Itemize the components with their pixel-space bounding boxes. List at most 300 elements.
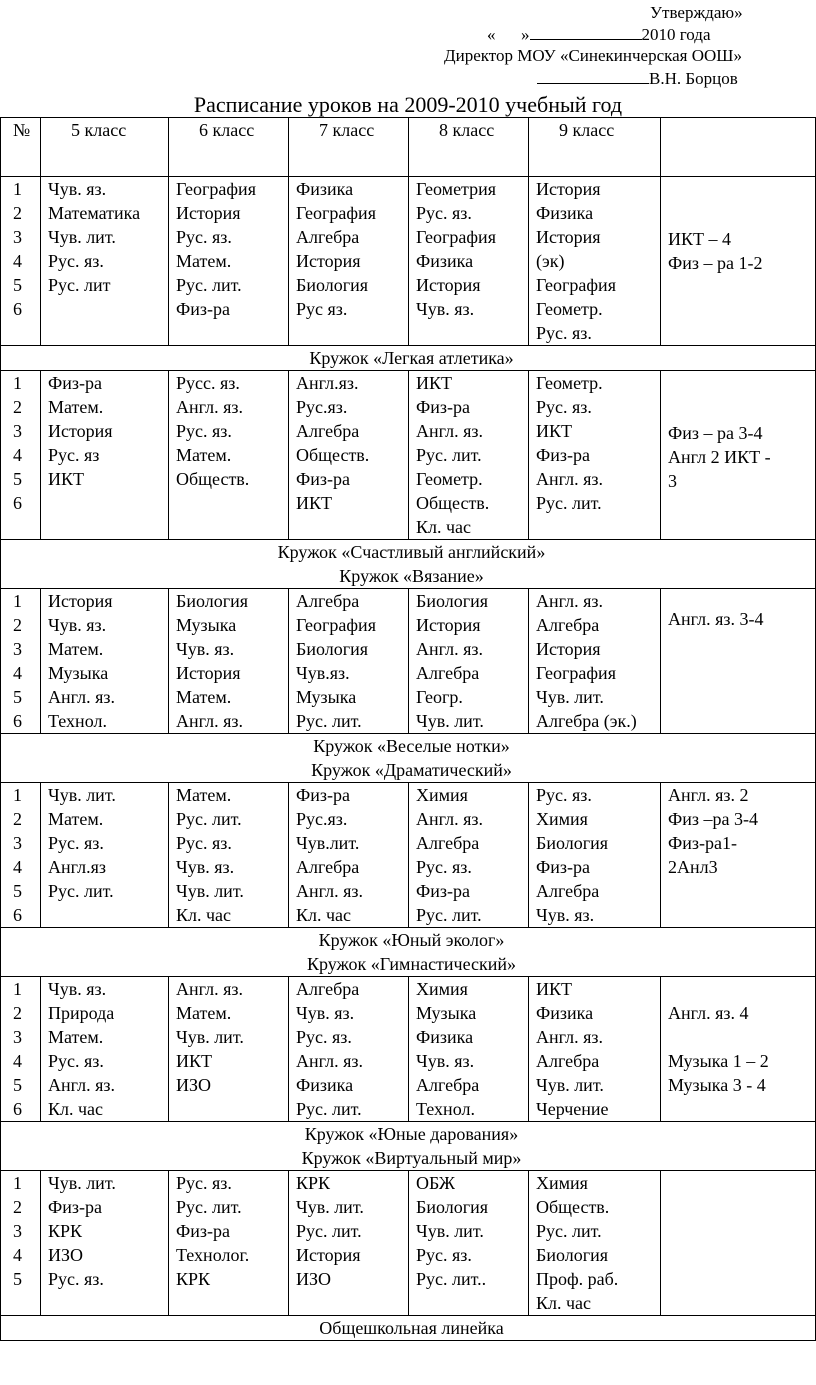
lesson-number: 5 (13, 687, 22, 707)
club-name: Кружок «Драматический» (311, 760, 512, 780)
lesson-subject: Кл. час (416, 517, 472, 537)
lesson-subject: Рус. яз. (176, 227, 232, 247)
class-6-lessons (169, 371, 289, 540)
lesson-number: 2 (13, 397, 22, 417)
lesson-subject: География (536, 663, 616, 683)
lesson-subject: Рус. яз. (48, 1051, 104, 1071)
lesson-number: 2 (13, 1003, 22, 1023)
lesson-subject: Физ-ра (296, 469, 350, 489)
lesson-number: 6 (13, 711, 22, 731)
class-8-lessons (409, 371, 529, 540)
lesson-subject: Физ-ра (48, 1197, 102, 1217)
lesson-subject: Физика (536, 1003, 594, 1023)
lesson-subject: История (176, 203, 241, 223)
lesson-subject: Рус.яз. (296, 397, 348, 417)
lesson-subject: Рус. лит.. (416, 1269, 487, 1289)
class-5-lessons (41, 589, 169, 734)
lesson-subject: Технол. (48, 711, 107, 731)
lesson-subject: География (416, 227, 496, 247)
lesson-subject: Англ. яз. (176, 711, 243, 731)
lesson-subject: Кл. час (296, 905, 352, 925)
lesson-subject: Чув. лит. (176, 881, 244, 901)
lesson-subject: Физика (296, 179, 354, 199)
note-line: Физ – ра 3-4 (668, 423, 763, 443)
lesson-subject: КРК (48, 1221, 83, 1241)
note-line: Физ-ра1- (668, 833, 737, 853)
lesson-number: 3 (13, 1027, 22, 1047)
lesson-subject: Математика (48, 203, 141, 223)
club-cell (1, 540, 816, 589)
lesson-subject: Рус. яз. (176, 833, 232, 853)
lesson-subject: Матем. (48, 397, 104, 417)
lesson-subject: Кл. час (48, 1099, 104, 1119)
header-class-8: 8 класс (409, 118, 529, 177)
lesson-subject: Рус. яз. (176, 421, 232, 441)
lesson-subject: Рус. яз. (296, 1027, 352, 1047)
note-line: Музыка 1 – 2 (668, 1051, 769, 1071)
note-line: Англ 2 ИКТ - (668, 447, 771, 467)
lesson-subject: Матем. (176, 445, 232, 465)
lesson-subject: Музыка (48, 663, 109, 683)
lesson-subject: Чув.лит. (296, 833, 360, 853)
lesson-subject: ОБЖ (416, 1173, 456, 1193)
lesson-number: 5 (13, 275, 22, 295)
notes-cell (661, 977, 816, 1122)
lesson-subject: Физ-ра (416, 881, 470, 901)
lesson-number: 6 (13, 905, 22, 925)
club-row (1, 346, 816, 371)
approval-heading: Утверждаю» (650, 3, 743, 22)
lesson-subject: Алгебра (296, 227, 360, 247)
lesson-number: 3 (13, 1221, 22, 1241)
lesson-number: 2 (13, 615, 22, 635)
lesson-subject: Чув. яз. (48, 979, 107, 999)
lesson-subject: Рус. яз. (536, 397, 592, 417)
lesson-subject: Природа (48, 1003, 115, 1023)
class-8-lessons (409, 977, 529, 1122)
lesson-subject: Рус. яз. (176, 1173, 232, 1193)
class-9-lessons (529, 589, 661, 734)
lesson-subject: Музыка (296, 687, 357, 707)
lesson-subject: Биология (536, 1245, 609, 1265)
club-name: Кружок «Юный эколог» (318, 930, 505, 950)
lesson-subject: Химия (536, 809, 588, 829)
lesson-subject: Рус. яз. (416, 203, 472, 223)
class-7-lessons (289, 1171, 409, 1316)
lesson-subject: ИЗО (176, 1075, 212, 1095)
lesson-subject: Чув. лит. (48, 1173, 116, 1193)
lesson-subject: Рус. яз (48, 445, 100, 465)
note-line: Англ. яз. 4 (668, 1003, 749, 1023)
lesson-subject: Матем. (48, 639, 104, 659)
lesson-number: 6 (13, 299, 22, 319)
schedule-body (1, 118, 816, 1341)
lesson-subject: Рус. яз. (536, 323, 592, 343)
lesson-subject: Рус. яз. (416, 857, 472, 877)
lesson-number: 5 (13, 469, 22, 489)
lesson-subject: Матем. (176, 785, 232, 805)
club-row (1, 1316, 816, 1341)
lesson-subject: Рус. яз. (48, 833, 104, 853)
class-8-lessons (409, 177, 529, 346)
lesson-subject: Чув. лит. (48, 785, 116, 805)
lesson-number: 6 (13, 1099, 22, 1119)
header-notes (661, 118, 816, 177)
club-name: Кружок «Гимнастический» (306, 954, 517, 974)
lesson-subject: Чув. лит. (536, 1075, 604, 1095)
class-7-lessons (289, 589, 409, 734)
lesson-subject: История (48, 591, 113, 611)
lesson-subject: Англ. яз. (536, 591, 603, 611)
lesson-subject: Физ-ра (296, 785, 350, 805)
lesson-number: 2 (13, 809, 22, 829)
lesson-subject: Матем. (176, 687, 232, 707)
lesson-subject: География (296, 203, 376, 223)
lesson-subject: Рус. лит. (176, 1197, 242, 1217)
lesson-subject: Обществ. (176, 469, 250, 489)
club-cell (1, 734, 816, 783)
lesson-subject: Англ. яз. (416, 809, 483, 829)
lesson-subject: Чув. яз. (48, 179, 107, 199)
class-9-lessons (529, 177, 661, 346)
lesson-number: 5 (13, 881, 22, 901)
class-9-lessons (529, 1171, 661, 1316)
day-row (1, 589, 816, 734)
lesson-subject: Физика (536, 203, 594, 223)
lesson-subject: Технол. (416, 1099, 475, 1119)
club-name: Кружок «Веселые нотки» (313, 736, 510, 756)
class-8-lessons (409, 589, 529, 734)
lesson-number: 4 (13, 445, 22, 465)
lesson-subject: Англ.яз. (296, 373, 359, 393)
lesson-subject: Биология (416, 591, 489, 611)
lesson-subject: Физ-ра (176, 1221, 230, 1241)
lesson-number: 1 (13, 1173, 22, 1193)
lesson-subject: Черчение (536, 1099, 609, 1119)
header-row (1, 118, 816, 177)
header-class-5: 5 класс (41, 118, 169, 177)
approval-name: В.Н. Борцов (649, 69, 738, 88)
class-6-lessons (169, 1171, 289, 1316)
lesson-subject: Биология (176, 591, 249, 611)
lesson-subject: История (536, 639, 601, 659)
lesson-subject: Чув. яз. (176, 639, 235, 659)
lesson-numbers (1, 371, 41, 540)
lesson-subject: ИКТ (536, 979, 572, 999)
lesson-subject: Рус. лит. (176, 809, 242, 829)
day-row (1, 977, 816, 1122)
notes-cell (661, 1171, 816, 1316)
lesson-subject: Химия (536, 1173, 588, 1193)
class-8-lessons (409, 783, 529, 928)
lesson-subject: География (296, 615, 376, 635)
lesson-subject: Химия (416, 979, 468, 999)
day-row (1, 177, 816, 346)
notes-cell (661, 177, 816, 346)
lesson-subject: Физика (416, 251, 474, 271)
lesson-subject: ИКТ (48, 469, 84, 489)
lesson-subject: История (296, 1245, 361, 1265)
lesson-subject: География (536, 275, 616, 295)
lesson-subject: История (536, 179, 601, 199)
lesson-subject: Матем. (176, 1003, 232, 1023)
day-row (1, 1171, 816, 1316)
lesson-subject: Биология (536, 833, 609, 853)
class-5-lessons (41, 977, 169, 1122)
club-row (1, 928, 816, 977)
club-name: Кружок «Вязание» (339, 566, 484, 586)
lesson-subject: Чув. лит. (536, 687, 604, 707)
lesson-subject: Англ. яз. (176, 397, 243, 417)
lesson-subject: Чув. лит. (176, 1027, 244, 1047)
class-6-lessons (169, 783, 289, 928)
lesson-subject: Рус. лит. (296, 1221, 362, 1241)
club-row (1, 540, 816, 589)
lesson-number: 1 (13, 373, 22, 393)
lesson-subject: Англ. яз. (416, 421, 483, 441)
lesson-subject: Англ. яз. (536, 469, 603, 489)
lesson-number: 1 (13, 979, 22, 999)
lesson-subject: Физ-ра (48, 373, 102, 393)
lesson-subject: Кл. час (536, 1293, 592, 1313)
lesson-subject: Рус. лит. (48, 881, 114, 901)
lesson-number: 1 (13, 785, 22, 805)
notes-cell (661, 589, 816, 734)
lesson-subject: Рус. лит. (176, 275, 242, 295)
class-7-lessons (289, 177, 409, 346)
lesson-subject: Физ-ра (536, 857, 590, 877)
lesson-subject: География (176, 179, 256, 199)
class-9-lessons (529, 977, 661, 1122)
schedule-table (0, 117, 816, 1341)
lesson-subject: История (48, 421, 113, 441)
lesson-subject: Рус. лит. (416, 445, 482, 465)
lesson-number: 3 (13, 833, 22, 853)
note-line: Музыка 3 - 4 (668, 1075, 766, 1095)
lesson-subject: КРК (296, 1173, 331, 1193)
approval-date-quote: « » (487, 25, 530, 44)
lesson-subject: Алгебра (416, 833, 480, 853)
lesson-subject: Чув. лит. (416, 711, 484, 731)
club-cell (1, 928, 816, 977)
lesson-number: 3 (13, 227, 22, 247)
lesson-subject: Англ. яз. (48, 1075, 115, 1095)
class-5-lessons (41, 1171, 169, 1316)
note-line: Физ – ра 1-2 (668, 253, 763, 273)
lesson-subject: Биология (296, 639, 369, 659)
lesson-number: 2 (13, 1197, 22, 1217)
lesson-subject: Кл. час (176, 905, 232, 925)
lesson-subject: Музыка (176, 615, 237, 635)
lesson-subject: История (296, 251, 361, 271)
class-6-lessons (169, 977, 289, 1122)
lesson-number: 4 (13, 251, 22, 271)
lesson-subject: Химия (416, 785, 468, 805)
lesson-subject: Чув. яз. (536, 905, 595, 925)
lesson-subject: Биология (416, 1197, 489, 1217)
lesson-subject: Обществ. (536, 1197, 610, 1217)
lesson-subject: Технолог. (176, 1245, 250, 1265)
approval-block (0, 0, 816, 100)
lesson-numbers (1, 589, 41, 734)
header-class-7: 7 класс (289, 118, 409, 177)
lesson-subject: ИКТ (536, 421, 572, 441)
lesson-subject: Геометр. (536, 373, 603, 393)
lesson-number: 6 (13, 493, 22, 513)
notes-cell (661, 371, 816, 540)
approval-year: 2010 года (641, 25, 711, 44)
class-6-lessons (169, 589, 289, 734)
class-7-lessons (289, 977, 409, 1122)
lesson-subject: История (416, 615, 481, 635)
lesson-subject: Обществ. (296, 445, 370, 465)
note-line: Англ. яз. 3-4 (668, 609, 764, 629)
lesson-subject: КРК (176, 1269, 211, 1289)
club-name: Кружок «Виртуальный мир» (301, 1148, 522, 1168)
club-cell (1, 346, 816, 371)
lesson-subject: Физ-ра (176, 299, 230, 319)
lesson-subject: Алгебра (296, 857, 360, 877)
lesson-subject: Рус.яз. (296, 809, 348, 829)
lesson-subject: История (536, 227, 601, 247)
class-9-lessons (529, 783, 661, 928)
lesson-number: 4 (13, 857, 22, 877)
lesson-subject: Чув. лит. (416, 1221, 484, 1241)
lesson-number: 5 (13, 1269, 22, 1289)
club-cell (1, 1316, 816, 1341)
lesson-number: 1 (13, 179, 22, 199)
lesson-subject: Чув. лит. (48, 227, 116, 247)
lesson-subject: Англ. яз. (296, 881, 363, 901)
lesson-subject: ИКТ (416, 373, 452, 393)
approval-date-line (487, 24, 711, 45)
class-7-lessons (289, 783, 409, 928)
lesson-subject: Рус яз. (296, 299, 348, 319)
lesson-subject: Рус. яз. (416, 1245, 472, 1265)
lesson-number: 4 (13, 663, 22, 683)
header-num: № (1, 118, 41, 177)
notes-cell (661, 783, 816, 928)
lesson-number: 2 (13, 203, 22, 223)
lesson-number: 4 (13, 1051, 22, 1071)
lesson-subject: Англ. яз. (176, 979, 243, 999)
header-class-9: 9 класс (529, 118, 661, 177)
note-line (668, 1025, 815, 1049)
lesson-subject: История (416, 275, 481, 295)
lesson-subject: Алгебра (296, 979, 360, 999)
class-7-lessons (289, 371, 409, 540)
lesson-subject: Чув. яз. (416, 1051, 475, 1071)
club-name: Кружок «Юные дарования» (304, 1124, 519, 1144)
note-line: Физ –ра 3-4 (668, 809, 758, 829)
lesson-subject: Физика (416, 1027, 474, 1047)
lesson-subject: Физ-ра (536, 445, 590, 465)
lesson-subject: Англ. яз. (296, 1051, 363, 1071)
lesson-numbers (1, 177, 41, 346)
note-line: Англ. яз. 2 (668, 785, 749, 805)
lesson-subject: Биология (296, 275, 369, 295)
lesson-subject: Геометр. (416, 469, 483, 489)
approval-signature-line (537, 68, 738, 89)
class-5-lessons (41, 783, 169, 928)
lesson-subject: Алгебра (416, 1075, 480, 1095)
lesson-subject: Чув. яз. (48, 615, 107, 635)
lesson-number: 5 (13, 1075, 22, 1095)
lesson-subject: Геометр. (536, 299, 603, 319)
lesson-subject: Рус. лит. (296, 711, 362, 731)
lesson-numbers (1, 977, 41, 1122)
club-name: Общешкольная линейка (319, 1318, 504, 1338)
lesson-subject: Англ.яз (48, 857, 106, 877)
lesson-subject: Рус. яз. (48, 1269, 104, 1289)
lesson-subject: Рус. лит. (296, 1099, 362, 1119)
lesson-subject: Алгебра (416, 663, 480, 683)
lesson-numbers (1, 783, 41, 928)
lesson-subject: Алгебра (536, 881, 600, 901)
lesson-numbers (1, 1171, 41, 1316)
lesson-subject: Алгебра (296, 421, 360, 441)
lesson-subject: Русс. яз. (176, 373, 240, 393)
lesson-subject: История (176, 663, 241, 683)
lesson-subject: Чув. яз. (176, 857, 235, 877)
lesson-number: 4 (13, 1245, 22, 1265)
lesson-subject: Рус. лит (48, 275, 111, 295)
club-row (1, 734, 816, 783)
lesson-subject: Обществ. (416, 493, 490, 513)
class-5-lessons (41, 371, 169, 540)
lesson-subject: Проф. раб. (536, 1269, 619, 1289)
lesson-subject: Рус. лит. (416, 905, 482, 925)
club-cell (1, 1122, 816, 1171)
class-6-lessons (169, 177, 289, 346)
lesson-subject: Англ. яз. (416, 639, 483, 659)
lesson-subject: Чув. яз. (416, 299, 475, 319)
lesson-subject: (эк) (536, 251, 565, 271)
schedule-title: Расписание уроков на 2009-2010 учебный год (193, 92, 623, 117)
lesson-subject: Физика (296, 1075, 354, 1095)
note-line: ИКТ – 4 (668, 229, 731, 249)
lesson-subject: Чув.яз. (296, 663, 350, 683)
class-5-lessons (41, 177, 169, 346)
lesson-subject: ИКТ (176, 1051, 212, 1071)
signature-blank (537, 68, 649, 84)
lesson-subject: ИЗО (296, 1269, 332, 1289)
day-row (1, 371, 816, 540)
class-9-lessons (529, 371, 661, 540)
lesson-subject: Англ. яз. (48, 687, 115, 707)
lesson-subject: Музыка (416, 1003, 477, 1023)
lesson-subject: Рус. яз. (536, 785, 592, 805)
lesson-subject: Чув. лит. (296, 1197, 364, 1217)
class-8-lessons (409, 1171, 529, 1316)
lesson-subject: Геогр. (416, 687, 463, 707)
lesson-number: 1 (13, 591, 22, 611)
lesson-subject: ИКТ (296, 493, 332, 513)
lesson-subject: ИЗО (48, 1245, 84, 1265)
lesson-subject: Геометрия (416, 179, 497, 199)
approval-director: Директор МОУ «Синекинчерская ООШ» (444, 46, 742, 65)
header-class-6: 6 класс (169, 118, 289, 177)
club-name: Кружок «Легкая атлетика» (309, 348, 514, 368)
lesson-subject: Чув. яз. (296, 1003, 355, 1023)
lesson-subject: Англ. яз. (536, 1027, 603, 1047)
day-row (1, 783, 816, 928)
note-line: 3 (668, 471, 677, 491)
lesson-number: 3 (13, 421, 22, 441)
lesson-subject: Рус. лит. (536, 1221, 602, 1241)
lesson-subject: Матем. (48, 1027, 104, 1047)
lesson-subject: Рус. лит. (536, 493, 602, 513)
